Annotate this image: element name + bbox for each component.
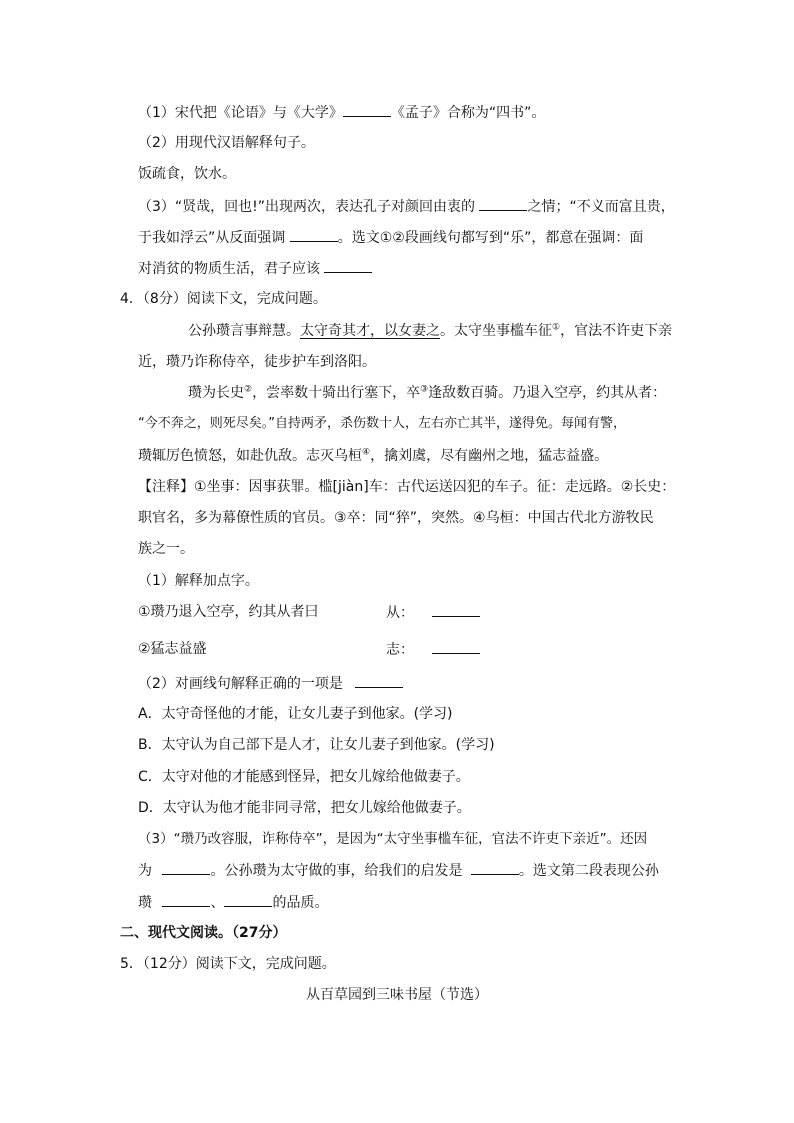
footnote-mark-1: ①	[552, 322, 561, 333]
q3-part1-blank[interactable]	[343, 102, 391, 117]
q5-heading: 5．（12分）阅读下文，完成问题。	[120, 956, 336, 972]
q4-para2-line1	[188, 383, 666, 403]
q4-note-line2: 职官名，多为幕僚性质的官员。③卒：同“猝”，突然。④乌桓：中国古代北方游牧民	[138, 510, 654, 526]
q4-note-line3: 族之一。	[138, 541, 194, 557]
footnote-mark-3: ③	[420, 384, 429, 395]
q3-part3-line2	[138, 227, 643, 248]
q3-part3-text-d: 。选文①②段画线句都写到“乐”，都意在强调：面	[337, 230, 644, 246]
q4-sub1-item1-key: 从：	[386, 605, 414, 621]
q4-sub1-item1-blank[interactable]	[432, 602, 480, 617]
q3-sentence: 饭疏食，饮水。	[138, 166, 236, 182]
footnote-mark-4: ④	[362, 447, 371, 458]
q4-para2-line2: “今不奔之，则死尽矣。”自持两矛，杀伤数十人，左右亦亡其半，遂得免。每闻有警，	[138, 416, 626, 431]
q5-passage-title: 从百草园到三味书屋（节选）	[306, 987, 488, 1003]
q4-para1-text-a: 公孙瓒言事辩慧。	[188, 323, 300, 339]
q4-para1-text-c: ，官法不许吏下亲	[560, 323, 673, 339]
q4-para2-text-l3a: 瓒辄厉色愤怒，如赴仇敌。志灭乌桓	[138, 448, 362, 464]
q4-sub3-text-g: 的品质。	[272, 895, 329, 911]
q4-para2-text-b: ，尝率数十骑出行塞下，卒	[252, 385, 421, 401]
q4-sub1-item2-key: 志：	[386, 642, 414, 658]
q3-part1-text-b: 《孟子》合称为“四书”。	[390, 105, 546, 121]
q4-option-a[interactable]: A．太守奇怪他的才能，让女儿妻子到他家。(学习)	[138, 706, 453, 722]
q4-sub3-text-e: 瓒	[138, 895, 152, 911]
q4-sub3-line2	[138, 860, 659, 881]
q3-part3-blank1[interactable]	[479, 196, 527, 211]
q3-part2: （2）用现代汉语解释句子。	[138, 135, 315, 151]
q4-sub3-blank2[interactable]	[471, 860, 519, 875]
q4-option-d[interactable]: D．太守认为他才能非同寻常，把女儿嫁给他做妻子。	[138, 800, 471, 816]
q4-para1-line1	[188, 321, 672, 341]
q3-part3-blank2[interactable]	[290, 227, 338, 242]
q3-part1-text-a: （1）宋代把《论语》与《大学》	[138, 105, 343, 121]
q3-part3-line1	[138, 196, 675, 217]
q4-sub3-text-c: 。公孙瓒为太守做的事，给我们的启发是	[210, 863, 463, 879]
q3-part3-line3	[138, 258, 372, 279]
q4-sub3-text-d: 。选文第二段表现公孙	[518, 863, 659, 879]
q4-sub3-text-b: 为	[138, 863, 152, 879]
q4-sub3-blank1[interactable]	[162, 860, 210, 875]
q4-sub3-line3	[138, 892, 328, 913]
q4-sub2-blank[interactable]	[355, 673, 403, 688]
q4-sub1-item1-answer	[386, 602, 480, 623]
q4-option-b[interactable]: B．太守认为自己部下是人才，让女儿妻子到他家。(学习)	[138, 737, 495, 753]
q4-para2-text-c: 逢敌数百骑。乃退入空亭，约其从者：	[428, 385, 667, 401]
q4-sub1-item1: ①瓒乃退入空亭，约其从者曰	[138, 604, 319, 620]
q4-sub3-line1: （3）“瓒乃改容服，诈称侍卒”，是因为“太守坐事槛车征，官法不许吏下亲近”。还因	[138, 831, 648, 847]
q4-sub2	[138, 673, 403, 694]
q3-part3-text-b: 之情；“不义而富且贵，	[527, 199, 675, 215]
footnote-mark-2: ②	[244, 384, 253, 395]
q4-sub2-text: （2）对画线句解释正确的一项是	[138, 676, 343, 692]
q4-sub3-text-f: 、	[210, 895, 225, 911]
q3-part1	[138, 102, 545, 123]
q4-heading: 4．（8分）阅读下文，完成问题。	[120, 291, 327, 307]
q4-sub1-item2: ②猛志益盛	[138, 641, 207, 657]
q4-para2-text-l3b: ，擒刘虞，尽有幽州之地，猛志益盛。	[370, 448, 609, 464]
q4-underlined-sentence: 太守奇其才，以女妻之	[300, 323, 440, 339]
q4-para1-text-b: 。太守坐事槛车征	[440, 323, 552, 339]
q4-option-c[interactable]: C．太守对他的才能感到怪异，把女儿嫁给他做妻子。	[138, 769, 470, 785]
q4-para2-text-a: 瓒为长史	[188, 385, 244, 401]
q3-part3-blank3[interactable]	[324, 258, 372, 273]
q3-part3-text-c: 于我如浮云”从反面强调	[138, 230, 286, 246]
q4-para1-line2: 近，瓒乃诈称侍卒，徒步护车到洛阳。	[138, 354, 376, 370]
q4-sub3-blank3[interactable]	[162, 892, 210, 907]
q4-sub1-item2-blank[interactable]	[432, 639, 480, 654]
q4-sub1: （1）解释加点字。	[138, 573, 259, 589]
section2-heading: 二、现代文阅读。（27分）	[120, 925, 287, 941]
q4-para2-line3	[138, 446, 608, 466]
q3-part3-text-e: 对消贫的物质生活，君子应该	[138, 261, 320, 277]
q4-note-line1: 【注释】①坐事：因事获罪。槛[jiàn]车：古代运送囚犯的车子。征：走远路。②长史：	[138, 479, 676, 495]
q4-sub3-blank4[interactable]	[224, 892, 272, 907]
q4-sub1-item2-answer	[386, 639, 480, 660]
q3-part3-text-a: （3）“贤哉，回也!”出现两次，表达孔子对颜回由衷的	[138, 199, 476, 215]
